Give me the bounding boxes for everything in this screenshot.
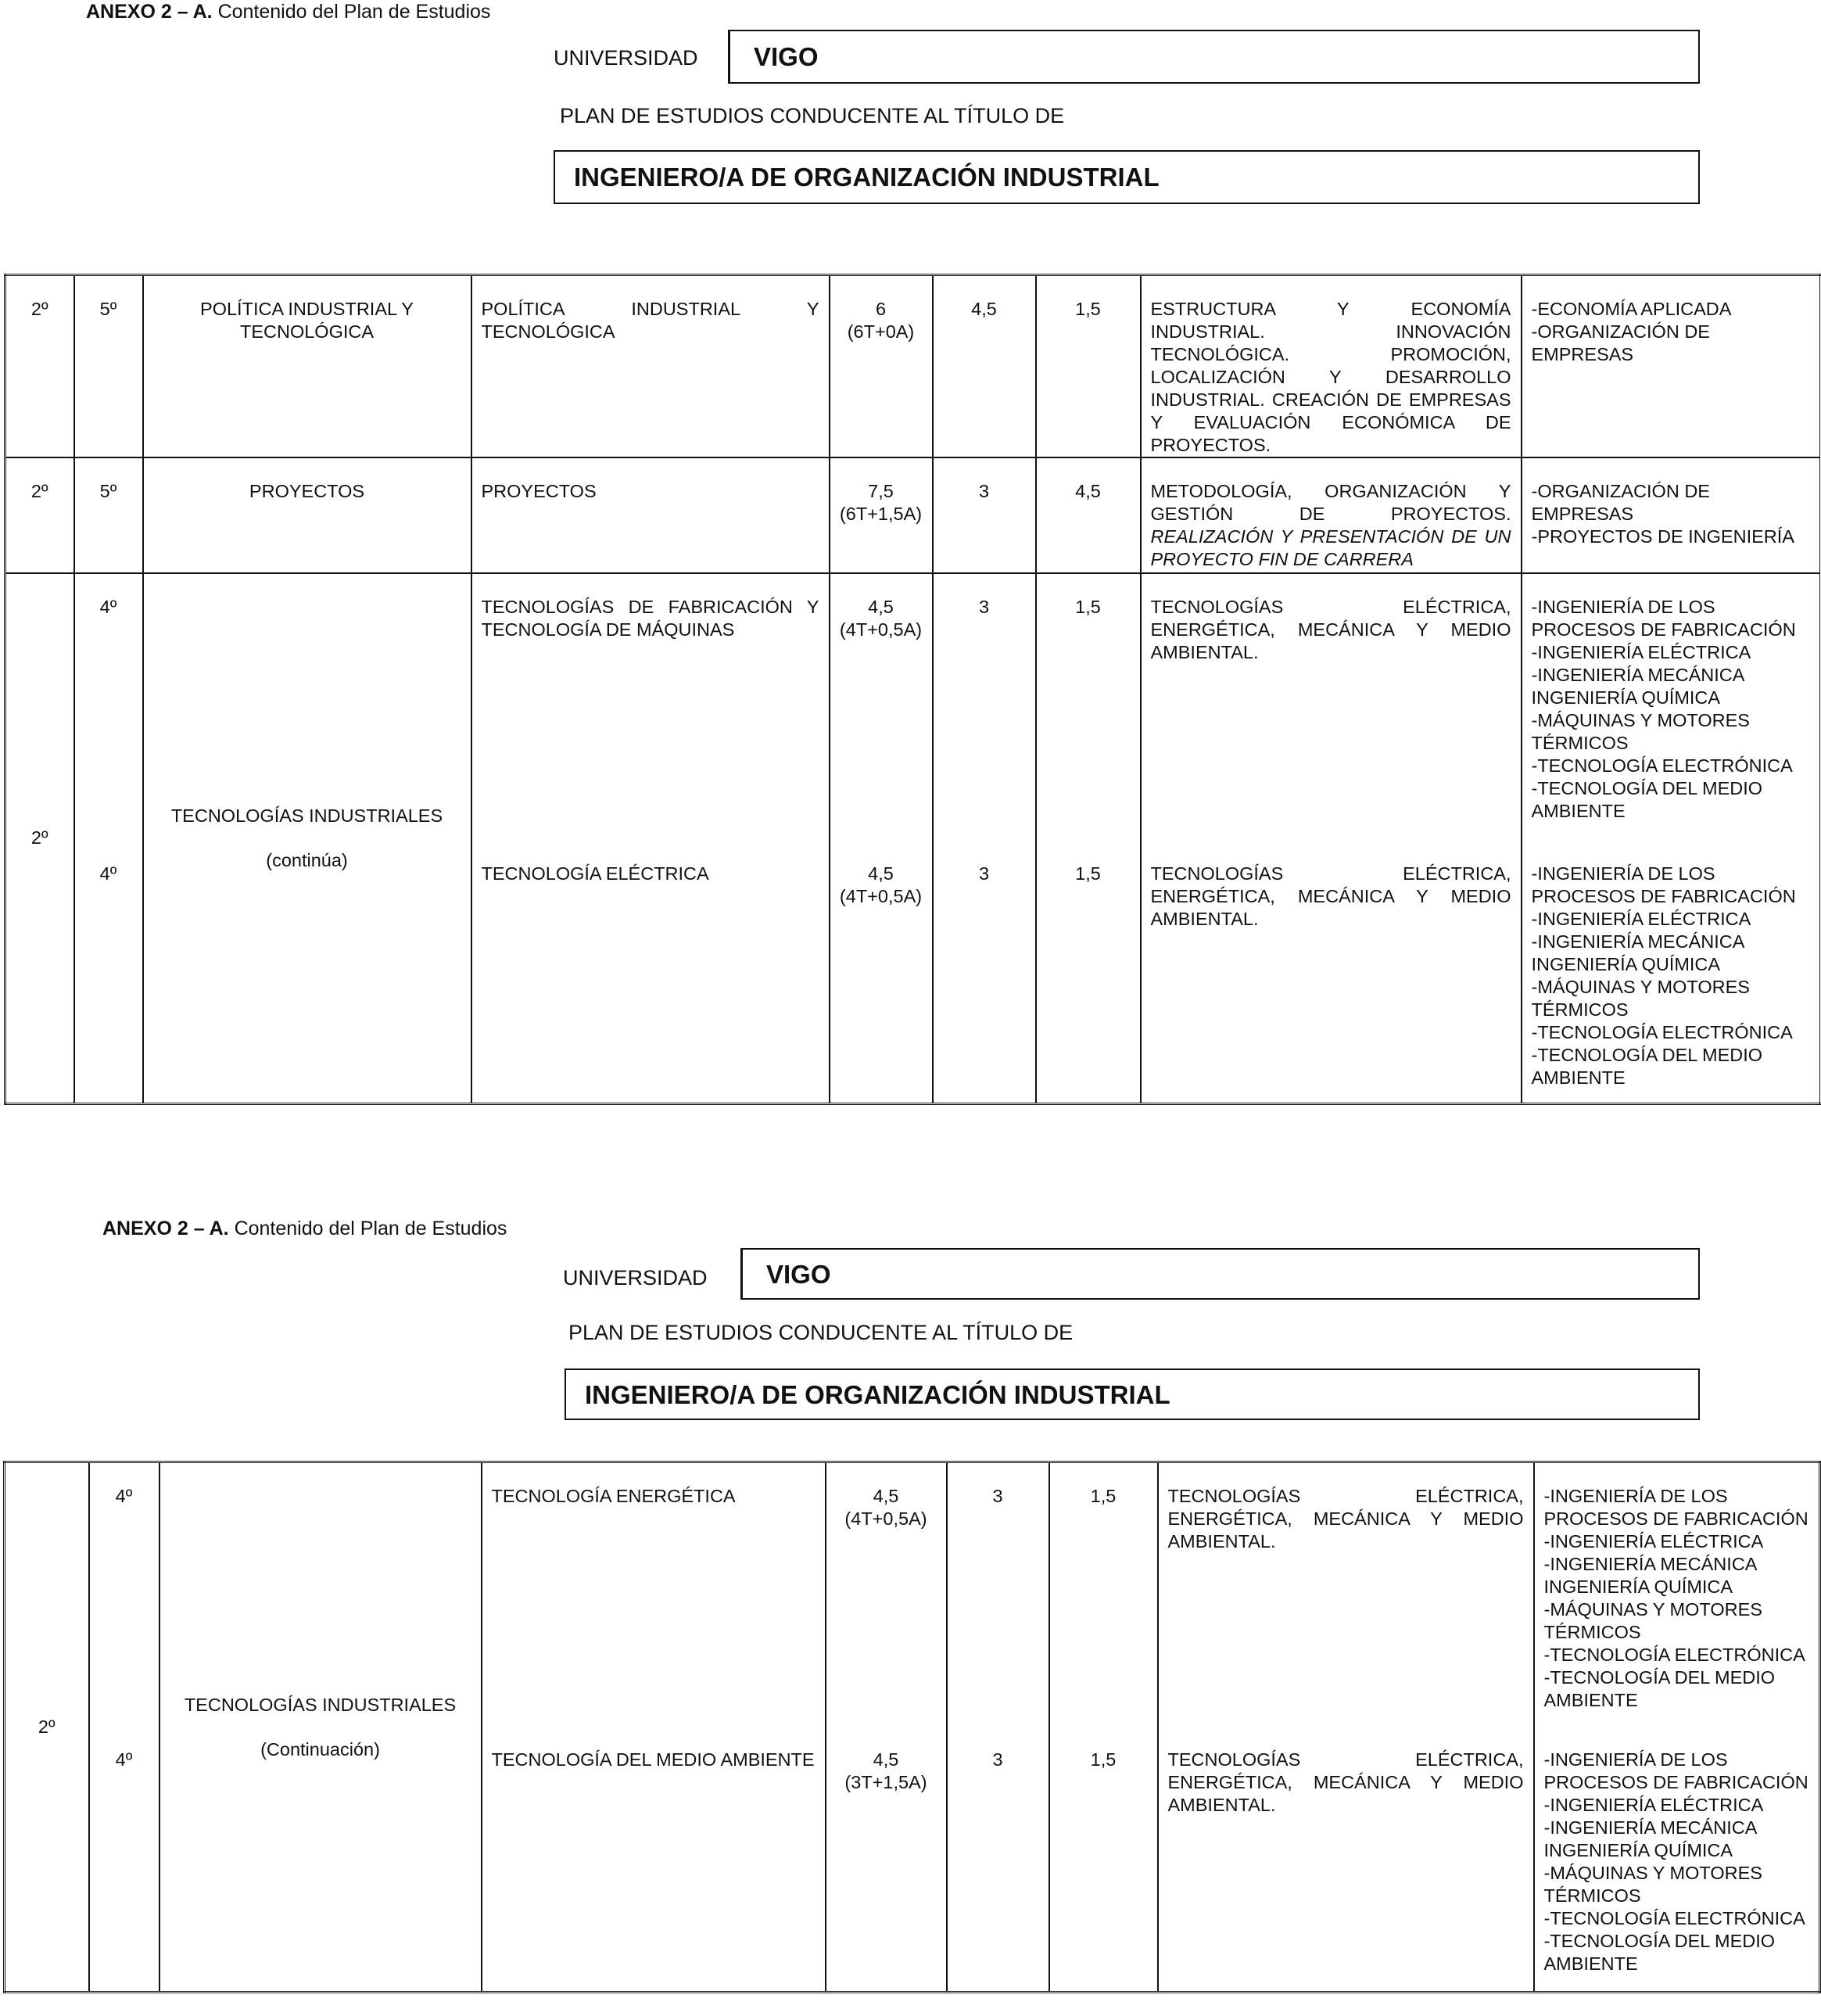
materia-note: (Continuación) [260,1738,380,1760]
practicos-cell: 1,5 [1036,573,1141,841]
practicos-cell: 1,5 [1049,1462,1158,1727]
creditos-total: 4,5 [873,1749,899,1770]
areas-cell [1522,457,1821,573]
creditos-total: 4,5 [868,597,894,617]
ciclo-cell: 2º [5,457,74,573]
teoricos-cell: 3 [933,841,1036,1103]
asignatura-cell: TECNOLOGÍAS DE FABRICACIÓN Y TECNOLOGÍA DE MÁQUINAS [471,573,830,841]
areas-text: -INGENIERÍA DE LOS PROCESOS DE FABRICACIÓN -INGENIERÍA ELÉCTRICA -INGENIERÍA MECÁNICA INGENIERÍA QUÍMICA -MÁQUINAS Y MOTORES TÉRMICOS -TECNOLOGÍA ELECTRÓNICA -TECNOLOGÍA DEL MEDIO AMBIENTE [1531,863,1796,1088]
teoricos-cell: 3 [947,1727,1049,1993]
teoricos-cell: 3 [933,457,1036,573]
curso-cell: 4º [89,1727,160,1993]
asignatura-cell: POLÍTICA INDUSTRIAL Y TECNOLÓGICA [471,275,830,458]
areas-cell [1534,1462,1820,1727]
plan-label: PLAN DE ESTUDIOS CONDUCENTE AL TÍTULO DE [568,1321,1074,1344]
creditos-cell [826,1727,947,1993]
anexo-heading [102,1217,507,1240]
universidad-value-box [741,1248,1700,1300]
areas-cell [1522,841,1821,1103]
anexo-heading-rest: Contenido del Plan de Estudios [228,1218,507,1239]
materia-cell: POLÍTICA INDUSTRIAL Y TECNOLÓGICA [143,275,471,458]
asignatura-cell: PROYECTOS [471,457,830,573]
descriptores-cell: ESTRUCTURA Y ECONOMÍA INDUSTRIAL. INNOVACIÓN TECNOLÓGICA. PROMOCIÓN, LOCALIZACIÓN Y DESARROLLO INDUSTRIAL. CREACIÓN DE EMPRESAS Y EVALUACIÓN ECONÓMICA DE PROYECTOS. [1141,275,1522,458]
anexo-heading [86,0,490,23]
creditos-detalle: (4T+0,5A) [839,886,923,906]
curso-cell: 5º [74,275,143,458]
anexo-heading-bold: ANEXO 2 – A. [86,1,213,23]
teoricos-cell: 3 [947,1462,1049,1727]
curso-cell: 4º [89,1462,160,1727]
areas-text: -ORGANIZACIÓN DE EMPRESAS -PROYECTOS DE INGENIERÍA [1531,481,1794,547]
practicos-cell: 1,5 [1036,841,1141,1103]
plan-table-1 [4,274,1821,1105]
creditos-cell [830,275,933,458]
practicos-cell: 4,5 [1036,457,1141,573]
descriptores-cell: TECNOLOGÍAS ELÉCTRICA, ENERGÉTICA, MECÁNICA Y MEDIO AMBIENTAL. [1158,1462,1534,1727]
creditos-cell [826,1462,947,1727]
descriptores-cell: TECNOLOGÍAS ELÉCTRICA, ENERGÉTICA, MECÁNICA Y MEDIO AMBIENTAL. [1141,573,1522,841]
universidad-label: UNIVERSIDAD [563,1266,708,1290]
areas-text: -INGENIERÍA DE LOS PROCESOS DE FABRICACIÓN -INGENIERÍA ELÉCTRICA -INGENIERÍA MECÁNICA INGENIERÍA QUÍMICA -MÁQUINAS Y MOTORES TÉRMICOS -TECNOLOGÍA ELECTRÓNICA -TECNOLOGÍA DEL MEDIO AMBIENTE [1543,1749,1808,1974]
ciclo-cell: 2º [5,275,74,458]
curso-cell: 4º [74,841,143,1103]
creditos-detalle: (6T+0A) [847,321,915,342]
universidad-value-box [729,30,1700,84]
descriptores-italic: REALIZACIÓN Y PRESENTACIÓN DE UN PROYECTO FIN DE CARRERA [1150,526,1511,569]
creditos-detalle: (4T+0,5A) [844,1508,927,1529]
creditos-total: 4,5 [873,1486,899,1506]
materia-cell [160,1462,482,1993]
areas-cell [1522,275,1821,458]
creditos-total: 7,5 [868,481,894,501]
ciclo-cell: 2º [5,1462,89,1993]
asignatura-cell: TECNOLOGÍA ENERGÉTICA [482,1462,826,1727]
areas-text: -ECONOMÍA APLICADA -ORGANIZACIÓN DE EMPRESAS [1531,299,1732,364]
creditos-total: 6 [875,299,887,319]
teoricos-cell: 3 [933,573,1036,841]
descriptores-cell: TECNOLOGÍAS ELÉCTRICA, ENERGÉTICA, MECÁNICA Y MEDIO AMBIENTAL. [1158,1727,1534,1993]
creditos-cell [830,457,933,573]
practicos-cell: 1,5 [1036,275,1141,458]
universidad-label: UNIVERSIDAD [554,46,698,70]
titulo-value: INGENIERO/A DE ORGANIZACIÓN INDUSTRIAL [585,1379,1170,1409]
materia-cell [143,573,471,1103]
creditos-detalle: (3T+1,5A) [844,1771,927,1792]
descriptores-cell: TECNOLOGÍAS ELÉCTRICA, ENERGÉTICA, MECÁNICA Y MEDIO AMBIENTAL. [1141,841,1522,1103]
universidad-value: VIGO [754,42,819,71]
curso-cell: 4º [74,573,143,841]
materia-name: TECNOLOGÍAS INDUSTRIALES [170,805,443,826]
areas-text: -INGENIERÍA DE LOS PROCESOS DE FABRICACIÓN -INGENIERÍA ELÉCTRICA -INGENIERÍA MECÁNICA INGENIERÍA QUÍMICA -MÁQUINAS Y MOTORES TÉRMICOS -TECNOLOGÍA ELECTRÓNICA -TECNOLOGÍA DEL MEDIO AMBIENTE [1543,1486,1808,1710]
asignatura-cell: TECNOLOGÍA DEL MEDIO AMBIENTE [482,1727,826,1993]
ciclo-cell: 2º [5,573,74,1103]
titulo-box [554,150,1700,204]
creditos-total: 4,5 [868,863,894,884]
table-row [5,1462,1820,1727]
practicos-cell: 1,5 [1049,1727,1158,1993]
descriptores-normal: METODOLOGÍA, ORGANIZACIÓN Y GESTIÓN DE PROYECTOS. [1150,481,1511,524]
plan-label: PLAN DE ESTUDIOS CONDUCENTE AL TÍTULO DE [560,104,1065,127]
universidad-value: VIGO [766,1259,831,1289]
titulo-value: INGENIERO/A DE ORGANIZACIÓN INDUSTRIAL [574,163,1160,192]
titulo-box [565,1369,1700,1420]
materia-cell: PROYECTOS [143,457,471,573]
areas-cell [1522,573,1821,841]
table-row [5,573,1821,841]
creditos-cell [830,573,933,841]
materia-name: TECNOLOGÍAS INDUSTRIALES [184,1694,457,1715]
table-row [5,457,1821,573]
anexo-heading-bold: ANEXO 2 – A. [102,1218,229,1239]
teoricos-cell: 4,5 [933,275,1036,458]
areas-cell [1534,1727,1820,1993]
asignatura-cell: TECNOLOGÍA ELÉCTRICA [471,841,830,1103]
table-row [5,275,1821,458]
materia-note: (continúa) [266,849,348,870]
curso-cell: 5º [74,457,143,573]
descriptores-cell [1141,457,1522,573]
creditos-detalle: (6T+1,5A) [839,504,923,524]
anexo-heading-rest: Contenido del Plan de Estudios [212,1,491,23]
creditos-cell [830,841,933,1103]
areas-text: -INGENIERÍA DE LOS PROCESOS DE FABRICACIÓN -INGENIERÍA ELÉCTRICA -INGENIERÍA MECÁNICA INGENIERÍA QUÍMICA -MÁQUINAS Y MOTORES TÉRMICOS -TECNOLOGÍA ELECTRÓNICA -TECNOLOGÍA DEL MEDIO AMBIENTE [1531,597,1796,821]
creditos-detalle: (4T+0,5A) [839,619,923,640]
plan-table-2 [3,1461,1821,1993]
